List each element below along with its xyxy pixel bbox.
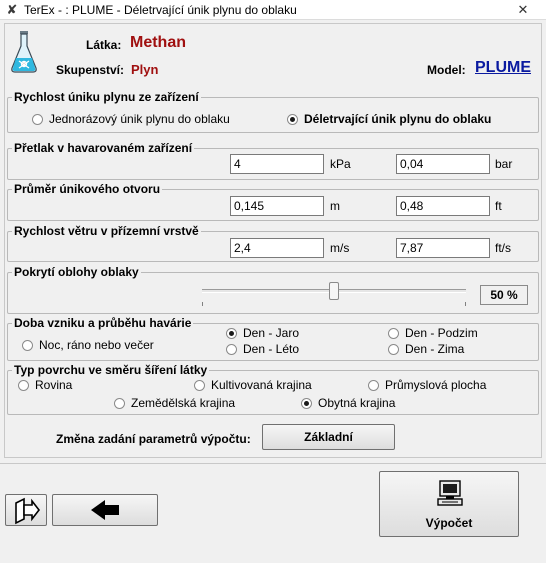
pretlak-unit2: bar xyxy=(495,157,513,171)
pretlak-unit1: kPa xyxy=(330,157,351,171)
radio-prumyslova[interactable] xyxy=(368,378,486,392)
radio-label: Rovina xyxy=(35,378,73,392)
pretlak-kpa-input[interactable]: 4 xyxy=(230,154,324,174)
pretlak-legend: Přetlak v havarovaném zařízení xyxy=(14,141,193,155)
radio-label: Obytná krajina xyxy=(318,396,396,410)
vypocet-label: Výpočet xyxy=(425,516,473,530)
radio-jednorazovy[interactable] xyxy=(32,112,230,126)
radio-dot xyxy=(388,344,399,355)
flask-icon xyxy=(10,30,38,74)
prumer-m-input[interactable]: 0,145 xyxy=(230,196,324,216)
zmena-label: Změna zadání parametrů výpočtu: xyxy=(56,432,251,446)
povrch-legend: Typ povrchu ve směru šíření látky xyxy=(14,363,208,377)
radio-den-jaro[interactable] xyxy=(226,326,299,340)
radio-dot-selected xyxy=(226,328,237,339)
pretlak-bar-input[interactable]: 0,04 xyxy=(396,154,490,174)
radio-obytna[interactable] xyxy=(301,396,395,410)
prumer-unit1: m xyxy=(330,199,340,213)
radio-dot xyxy=(32,114,43,125)
radio-den-podzim[interactable] xyxy=(388,326,478,340)
radio-label: Noc, ráno nebo večer xyxy=(39,338,154,352)
radio-label: Zemědělská krajina xyxy=(131,396,236,410)
prumer-unit2: ft xyxy=(495,199,502,213)
radio-label: Déletrvající únik plynu do oblaku xyxy=(304,112,492,126)
radio-den-leto[interactable] xyxy=(226,342,299,356)
radio-dot-selected xyxy=(287,114,298,125)
radio-rovina[interactable] xyxy=(18,378,72,392)
radio-label: Den - Podzim xyxy=(405,326,478,340)
vypocet-button[interactable] xyxy=(379,471,519,537)
vitr-ms-input[interactable]: 2,4 xyxy=(230,238,324,258)
radio-dot xyxy=(18,380,29,391)
vitr-unit2: ft/s xyxy=(495,241,512,255)
radio-dot xyxy=(226,344,237,355)
doba-legend: Doba vzniku a průběhu havárie xyxy=(14,316,192,330)
oblaka-slider-thumb[interactable] xyxy=(329,282,339,300)
radio-dot xyxy=(114,398,125,409)
vitr-unit1: m/s xyxy=(330,241,350,255)
radio-label: Průmyslová plocha xyxy=(385,378,487,392)
radio-dot xyxy=(194,380,205,391)
radio-noc[interactable] xyxy=(22,338,154,352)
model-label: Model: xyxy=(427,63,466,77)
radio-dot xyxy=(388,328,399,339)
latka-label: Látka: xyxy=(86,38,122,52)
radio-label: Kultivovaná krajina xyxy=(211,378,312,392)
exit-button[interactable] xyxy=(5,494,47,526)
radio-den-zima[interactable] xyxy=(388,342,464,356)
computer-icon xyxy=(436,480,464,506)
radio-label: Den - Léto xyxy=(243,342,300,356)
rychlost-uniku-legend: Rychlost úniku plynu ze zařízení xyxy=(14,90,199,104)
prumer-ft-input[interactable]: 0,48 xyxy=(396,196,490,216)
radio-kultivovana[interactable] xyxy=(194,378,312,392)
zakladni-button[interactable]: Základní xyxy=(262,424,395,450)
radio-dot-selected xyxy=(301,398,312,409)
slider-tick xyxy=(465,302,466,306)
close-button[interactable]: ✕ xyxy=(517,2,529,17)
vitr-fts-input[interactable]: 7,87 xyxy=(396,238,490,258)
back-button[interactable] xyxy=(52,494,158,526)
separator xyxy=(0,463,546,464)
oblaka-legend: Pokrytí oblohy oblaky xyxy=(14,265,139,279)
skupenstvi-value: Plyn xyxy=(131,62,159,77)
vitr-legend: Rychlost větru v přízemní vrstvě xyxy=(14,224,199,238)
radio-zemedelska[interactable] xyxy=(114,396,235,410)
radio-label: Jednorázový únik plynu do oblaku xyxy=(49,112,230,126)
exit-door-icon xyxy=(6,495,46,525)
app-icon: ✘ xyxy=(6,2,18,17)
window-title: TerEx - : PLUME - Déletrvající únik plynu do oblaku xyxy=(24,3,297,17)
radio-label: Den - Jaro xyxy=(243,326,300,340)
latka-value: Methan xyxy=(130,34,186,51)
back-arrow-icon xyxy=(53,495,157,525)
skupenstvi-label: Skupenství: xyxy=(56,63,125,77)
slider-tick xyxy=(202,302,203,306)
radio-dot xyxy=(22,340,33,351)
oblaka-percent-display: 50 % xyxy=(480,285,528,305)
radio-label: Den - Zima xyxy=(405,342,465,356)
model-link[interactable]: PLUME xyxy=(475,59,531,76)
radio-deletrvajici[interactable] xyxy=(287,112,491,126)
title-bar xyxy=(0,0,546,20)
prumer-legend: Průměr únikového otvoru xyxy=(14,182,161,196)
radio-dot xyxy=(368,380,379,391)
